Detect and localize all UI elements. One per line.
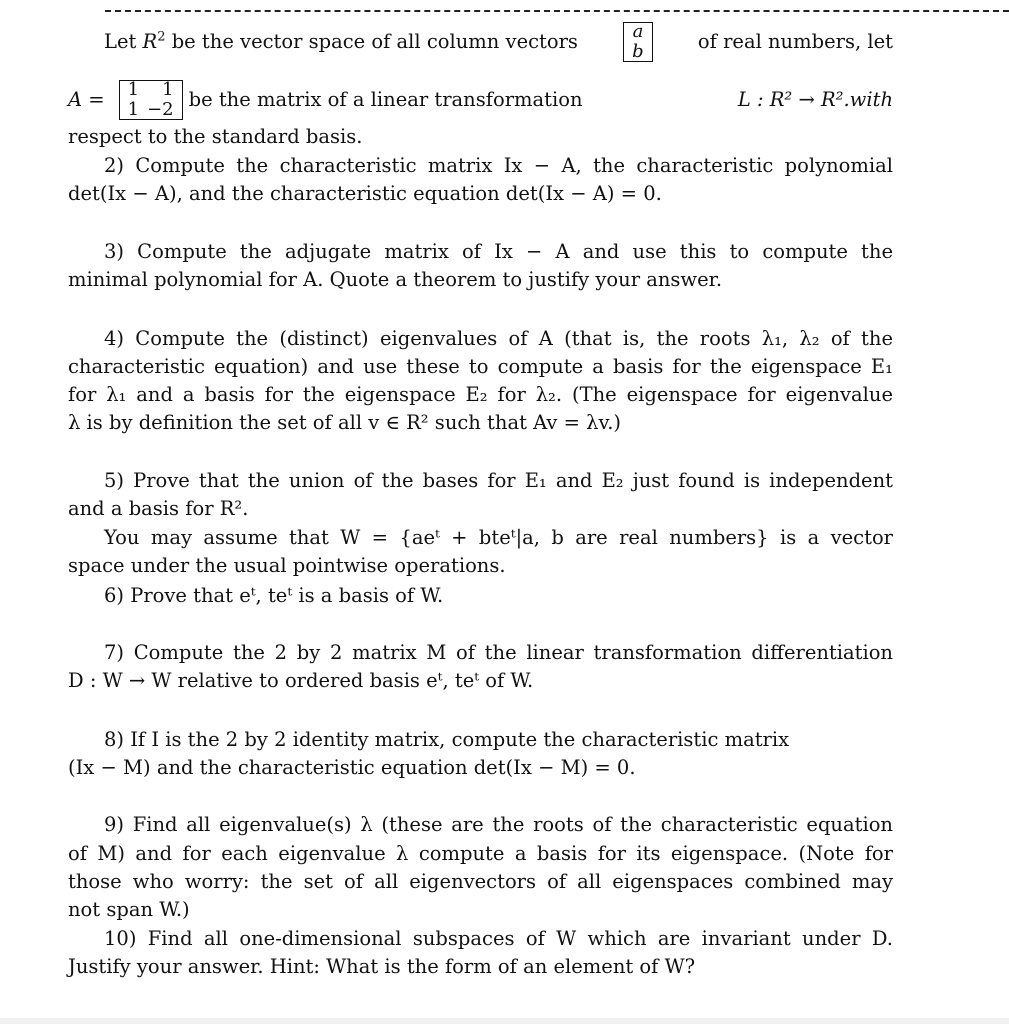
q7-line-1: 7) Compute the 2 by 2 matrix M of the linear transformation differentiation (104, 641, 893, 664)
q6-line-1: 6) Prove that eᵗ, teᵗ is a basis of W. (104, 584, 444, 607)
q3-line-1: 3) Compute the adjugate matrix of Ix − A and use this to compute the (104, 240, 893, 263)
q5-line-1: 5) Prove that the union of the bases for E₁ and E₂ just found is independent (104, 469, 893, 492)
matrix-entry-22: −2 (147, 99, 174, 120)
q2-line-1: 2) Compute the characteristic matrix Ix − A, the characteristic polynomial (104, 154, 893, 177)
matrix-a (119, 80, 183, 120)
intro-line-2-math: L : R² → R².with (737, 88, 893, 111)
intro-text-end: of real numbers, let (697, 30, 893, 53)
q9-line-2: of M) and for each eigenvalue λ compute a basis for its eigenspace. (Note for (68, 842, 893, 865)
q9-line-4: not span W.) (68, 898, 190, 921)
intro-text-mid: be the vector space of all column vectors (165, 30, 578, 53)
vector-entry-b: b (632, 41, 644, 62)
matrix-label: A = (68, 88, 105, 111)
matrix-entry-11: 1 (127, 79, 140, 100)
matrix-entry-12: 1 (162, 79, 174, 100)
q8-line-2: (Ix − M) and the characteristic equation det(Ix − M) = 0. (68, 756, 636, 779)
q3-line-2: minimal polynomial for A. Quote a theorem to justify your answer. (68, 268, 723, 291)
intro-text-start: Let (104, 30, 143, 53)
column-vector (623, 22, 653, 62)
dashed-separator (105, 10, 1009, 12)
q10-line-2: Justify your answer. Hint: What is the form of an element of W? (68, 955, 696, 978)
q4-line-2: characteristic equation) and use these to compute a basis for the eigenspace E₁ (68, 355, 893, 378)
q8-line-1: 8) If I is the 2 by 2 identity matrix, compute the characteristic matrix (104, 728, 790, 751)
q4-line-1: 4) Compute the (distinct) eigenvalues of A (that is, the roots λ₁, λ₂ of the (104, 327, 893, 350)
q9-line-3: those who worry: the set of all eigenvectors of all eigenspaces combined may (68, 870, 893, 893)
vector-entry-a: a (632, 21, 644, 42)
r2-symbol: R (142, 30, 158, 53)
q4-line-4: λ is by definition the set of all v ∈ R² such that Av = λv.) (68, 411, 622, 434)
q10-line-1: 10) Find all one-dimensional subspaces of W which are invariant under D. (104, 927, 893, 950)
intro-line-2-text: be the matrix of a linear transformation (188, 88, 583, 111)
q7-line-2: D : W → W relative to ordered basis eᵗ, teᵗ of W. (68, 669, 534, 692)
q2-line-2: det(Ix − A), and the characteristic equation det(Ix − A) = 0. (68, 182, 662, 205)
intro-line-3: respect to the standard basis. (68, 125, 363, 148)
intro-line-2 (68, 80, 893, 120)
bottom-edge (0, 1018, 1009, 1024)
q4-line-3: for λ₁ and a basis for the eigenspace E₂ for λ₂. (The eigenspace for eigenvalue (68, 383, 893, 406)
q5-line-2: and a basis for R². (68, 497, 249, 520)
intro-line-1: Let $R^2$ be the vector space of all column vectors a b of real numbers, let (104, 21, 893, 62)
q5-line-4: space under the usual pointwise operations. (68, 554, 506, 577)
matrix-entry-21: 1 (127, 99, 140, 120)
q9-line-1: 9) Find all eigenvalue(s) λ (these are the roots of the characteristic equation (104, 813, 893, 836)
q5-line-3: You may assume that W = {aeᵗ + bteᵗ|a, b are real numbers} is a vector (104, 526, 893, 549)
